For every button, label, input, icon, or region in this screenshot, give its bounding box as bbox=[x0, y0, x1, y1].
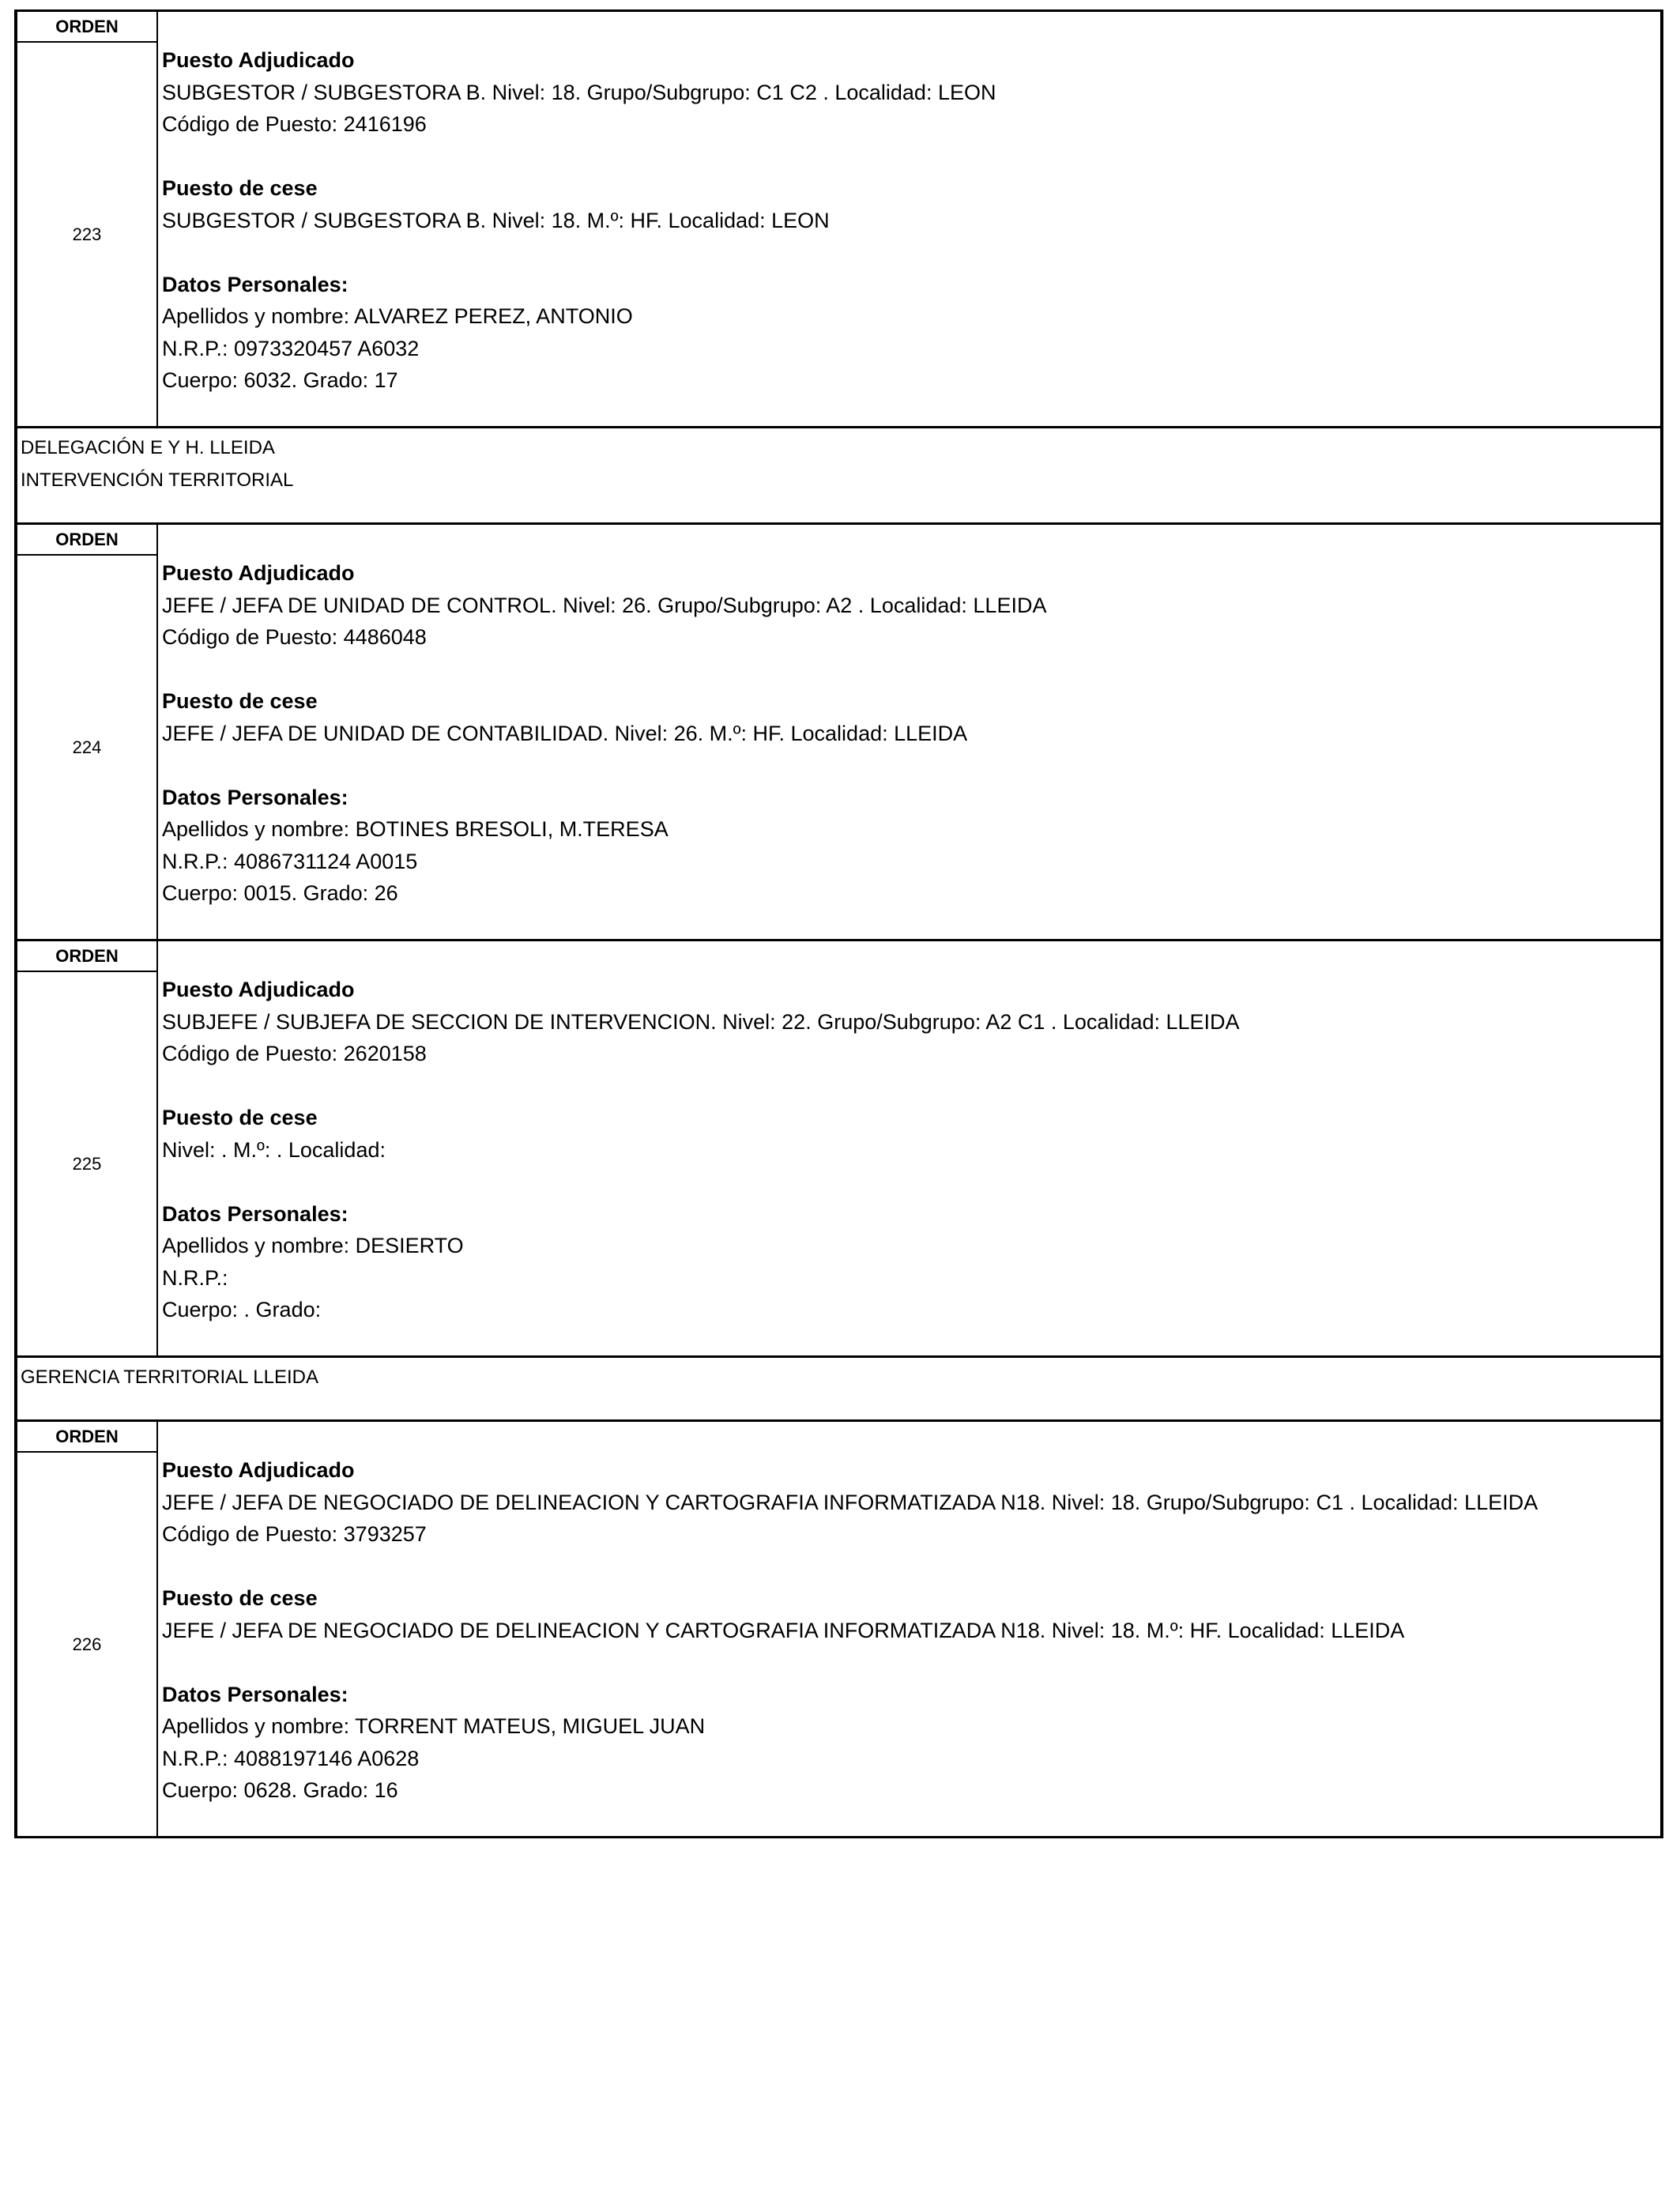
puesto-cese-heading: Puesto de cese bbox=[162, 1106, 318, 1129]
orden-column bbox=[17, 941, 158, 1355]
orden-header: ORDEN bbox=[17, 12, 156, 43]
section-header-delegacion bbox=[17, 426, 1660, 522]
apellidos-nombre: Apellidos y nombre: DESIERTO bbox=[162, 1234, 464, 1257]
entry-details bbox=[158, 1422, 1660, 1836]
puesto-cese-heading: Puesto de cese bbox=[162, 689, 318, 713]
orden-number: 223 bbox=[72, 224, 102, 244]
puesto-cese-text: JEFE / JEFA DE NEGOCIADO DE DELINEACION Y CARTOGRAFIA INFORMATIZADA N18. Nivel: 18. M.º: HF. Localidad: LLEIDA bbox=[162, 1618, 1405, 1642]
orden-column bbox=[17, 12, 158, 426]
datos-personales-heading: Datos Personales: bbox=[162, 272, 348, 296]
section-header-gerencia bbox=[17, 1355, 1660, 1419]
nrp: N.R.P.: bbox=[162, 1265, 228, 1290]
puesto-adjudicado-text: JEFE / JEFA DE UNIDAD DE CONTROL. Nivel: 26. Grupo/Subgrupo: A2 . Localidad: LLEIDA bbox=[162, 593, 1047, 617]
document-table bbox=[14, 9, 1663, 1838]
entry-225 bbox=[17, 939, 1660, 1355]
puesto-adjudicado-heading: Puesto Adjudicado bbox=[162, 561, 355, 585]
orden-header: ORDEN bbox=[17, 941, 156, 972]
puesto-cese-text: JEFE / JEFA DE UNIDAD DE CONTABILIDAD. Nivel: 26. M.º: HF. Localidad: LLEIDA bbox=[162, 721, 968, 745]
puesto-adjudicado-text: SUBGESTOR / SUBGESTORA B. Nivel: 18. Grupo/Subgrupo: C1 C2 . Localidad: LEON bbox=[162, 80, 996, 104]
orden-column bbox=[17, 1422, 158, 1836]
orden-number: 225 bbox=[72, 1153, 102, 1174]
puesto-cese-text: SUBGESTOR / SUBGESTORA B. Nivel: 18. M.º: HF. Localidad: LEON bbox=[162, 208, 830, 232]
table-bottom-border bbox=[17, 1836, 1660, 1838]
orden-column bbox=[17, 525, 158, 939]
cuerpo-grado: Cuerpo: 6032. Grado: 17 bbox=[162, 368, 398, 392]
datos-personales-heading: Datos Personales: bbox=[162, 1201, 348, 1226]
datos-personales-heading: Datos Personales: bbox=[162, 785, 348, 809]
entry-details bbox=[158, 525, 1660, 939]
datos-personales-heading: Datos Personales: bbox=[162, 1682, 348, 1706]
section-line: INTERVENCIÓN TERRITORIAL bbox=[21, 469, 294, 491]
orden-header: ORDEN bbox=[17, 525, 156, 556]
puesto-adjudicado-text: SUBJEFE / SUBJEFA DE SECCION DE INTERVENCION. Nivel: 22. Grupo/Subgrupo: A2 C1 . Localidad: LLEIDA bbox=[162, 1009, 1240, 1034]
puesto-adjudicado-heading: Puesto Adjudicado bbox=[162, 1458, 355, 1482]
puesto-cese-text: Nivel: . M.º: . Localidad: bbox=[162, 1137, 386, 1162]
apellidos-nombre: Apellidos y nombre: ALVAREZ PEREZ, ANTONIO bbox=[162, 304, 633, 328]
orden-number: 224 bbox=[72, 737, 102, 757]
entry-223 bbox=[17, 9, 1660, 426]
puesto-adjudicado-heading: Puesto Adjudicado bbox=[162, 48, 355, 72]
puesto-cese-heading: Puesto de cese bbox=[162, 1586, 318, 1610]
entry-details bbox=[158, 12, 1660, 426]
nrp: N.R.P.: 4088197146 A0628 bbox=[162, 1746, 420, 1770]
puesto-cese-heading: Puesto de cese bbox=[162, 176, 318, 200]
cuerpo-grado: Cuerpo: 0015. Grado: 26 bbox=[162, 881, 398, 905]
entry-224 bbox=[17, 522, 1660, 939]
orden-number: 226 bbox=[72, 1634, 102, 1654]
section-line: GERENCIA TERRITORIAL LLEIDA bbox=[21, 1367, 319, 1388]
codigo-puesto: Código de Puesto: 2416196 bbox=[162, 112, 427, 136]
nrp: N.R.P.: 0973320457 A6032 bbox=[162, 336, 420, 360]
nrp: N.R.P.: 4086731124 A0015 bbox=[162, 849, 418, 873]
section-line: DELEGACIÓN E Y H. LLEIDA bbox=[21, 437, 275, 458]
cuerpo-grado: Cuerpo: 0628. Grado: 16 bbox=[162, 1778, 398, 1802]
apellidos-nombre: Apellidos y nombre: BOTINES BRESOLI, M.TERESA bbox=[162, 817, 669, 841]
entry-details bbox=[158, 941, 1660, 1355]
cuerpo-grado: Cuerpo: . Grado: bbox=[162, 1298, 322, 1321]
puesto-adjudicado-text: JEFE / JEFA DE NEGOCIADO DE DELINEACION Y CARTOGRAFIA INFORMATIZADA N18. Nivel: 18. Grupo/Subgrupo: C1 . Localidad: LLEIDA bbox=[162, 1490, 1539, 1514]
entry-226 bbox=[17, 1419, 1660, 1836]
codigo-puesto: Código de Puesto: 2620158 bbox=[162, 1042, 427, 1065]
puesto-adjudicado-heading: Puesto Adjudicado bbox=[162, 978, 355, 1001]
orden-header: ORDEN bbox=[17, 1422, 156, 1453]
codigo-puesto: Código de Puesto: 3793257 bbox=[162, 1522, 427, 1546]
codigo-puesto: Código de Puesto: 4486048 bbox=[162, 625, 427, 649]
apellidos-nombre: Apellidos y nombre: TORRENT MATEUS, MIGUEL JUAN bbox=[162, 1714, 706, 1738]
